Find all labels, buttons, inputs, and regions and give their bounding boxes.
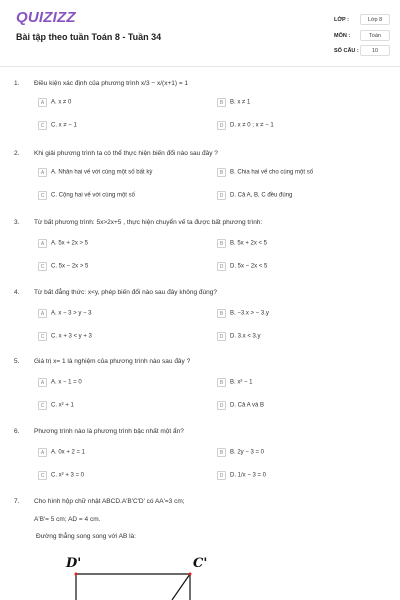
question-text-line: A'B'= 5 cm; AD = 4 cm. bbox=[34, 516, 101, 523]
option-b[interactable]: B B. 5x + 2x < 5 bbox=[217, 239, 367, 250]
question-number: 4. bbox=[14, 289, 20, 296]
meta-label-count: SỐ CÂU : bbox=[334, 48, 359, 54]
option-d[interactable]: D D. 3.x < 3.y bbox=[217, 332, 367, 343]
option-a[interactable]: A A. 0x + 2 = 1 bbox=[38, 448, 188, 459]
option-b[interactable]: B B. x² − 1 bbox=[217, 378, 367, 389]
question-text: Phương trình nào là phương trình bậc nhất một ẩn? bbox=[34, 428, 184, 435]
meta-label-subject: MÔN : bbox=[334, 33, 351, 39]
meta-value-class: Lớp 8 bbox=[360, 14, 390, 25]
quizizz-logo: QUIZIZZ bbox=[16, 9, 76, 26]
option-d[interactable]: D D. Cả A, B, C đều đúng bbox=[217, 191, 367, 202]
option-c[interactable]: C C. Cộng hai vế với cùng một số bbox=[38, 191, 188, 202]
question-text: Từ bất đẳng thức: x<y, phép biến đổi nào sau đây không đúng? bbox=[34, 289, 217, 296]
question-text: Giá trị x= 1 là nghiệm của phương trình nào sau đây ? bbox=[34, 358, 191, 365]
meta-value-count: 10 bbox=[360, 45, 390, 56]
option-c[interactable]: C C. 5x − 2x > 5 bbox=[38, 262, 188, 273]
option-c[interactable]: C C. x ≠ − 1 bbox=[38, 121, 188, 132]
question-text: Từ bất phương trình: 5x>2x+5 , thực hiện chuyển vế ta được bất phương trình: bbox=[34, 219, 263, 226]
option-d[interactable]: D D. Cả A và B bbox=[217, 401, 367, 412]
question-text: Điều kiện xác định của phương trình x/3 − x/(x+1) = 1 bbox=[34, 80, 189, 87]
option-c[interactable]: C C. x² + 1 bbox=[38, 401, 188, 412]
meta-label-class: LỚP : bbox=[334, 17, 349, 23]
option-c[interactable]: C C. x + 3 < y + 3 bbox=[38, 332, 188, 343]
option-b[interactable]: B B. Chia hai vế cho cùng một số bbox=[217, 168, 367, 179]
figure-label-c-prime: C' bbox=[193, 556, 208, 571]
worksheet-title: Bài tập theo tuần Toán 8 - Tuần 34 bbox=[16, 32, 162, 42]
question-number: 1. bbox=[14, 80, 20, 87]
meta-value-subject: Toán bbox=[360, 30, 390, 41]
header-divider bbox=[0, 66, 400, 67]
option-b[interactable]: B B. 2y − 3 = 0 bbox=[217, 448, 367, 459]
option-a[interactable]: A A. x − 1 = 0 bbox=[38, 378, 188, 389]
option-b[interactable]: B B. x ≠ 1 bbox=[217, 98, 367, 109]
option-a[interactable]: A A. x ≠ 0 bbox=[38, 98, 188, 109]
option-a[interactable]: A A. 5x + 2x > 5 bbox=[38, 239, 188, 250]
option-a[interactable]: A A. x − 3 > y − 3 bbox=[38, 309, 188, 320]
question-number: 2. bbox=[14, 150, 20, 157]
question-number: 6. bbox=[14, 428, 20, 435]
question-number: 5. bbox=[14, 358, 20, 365]
option-b[interactable]: B B. −3.x > − 3.y bbox=[217, 309, 367, 320]
question-text-line: Đường thẳng song song với AB là: bbox=[36, 533, 136, 540]
option-a[interactable]: A A. Nhân hai vế với cùng một số bất kỳ bbox=[38, 168, 188, 179]
question-number: 3. bbox=[14, 219, 20, 226]
question-text: Khi giải phương trình ta có thể thực hiện biến đổi nào sau đây ? bbox=[34, 150, 218, 157]
worksheet-header bbox=[0, 0, 400, 66]
option-d[interactable]: D D. 1/x − 3 = 0 bbox=[217, 471, 367, 482]
question-number: 7. bbox=[14, 498, 20, 505]
cuboid-figure bbox=[60, 556, 240, 600]
option-d[interactable]: D D. 5x − 2x < 5 bbox=[217, 262, 367, 273]
question-text: Cho hình hộp chữ nhật ABCD.A'B'C'D' có AA'=3 cm; bbox=[34, 498, 185, 505]
option-c[interactable]: C C. x² + 3 = 0 bbox=[38, 471, 188, 482]
cuboid-drawing bbox=[60, 556, 240, 600]
figure-label-d-prime: D' bbox=[66, 556, 82, 571]
option-d[interactable]: D D. x ≠ 0 ; x ≠ − 1 bbox=[217, 121, 367, 132]
